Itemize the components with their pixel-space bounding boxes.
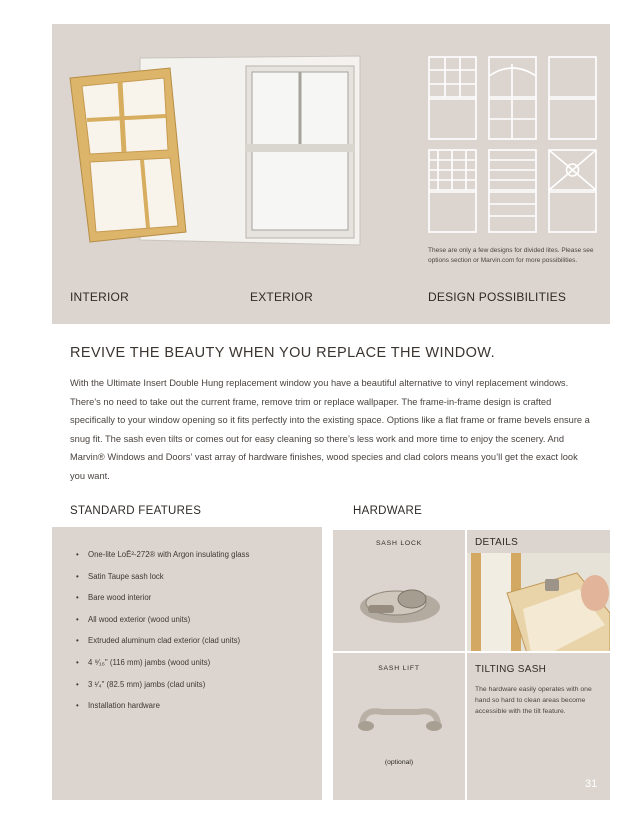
bullet-icon: •: [76, 571, 79, 581]
divided-lite-designs: [428, 56, 598, 236]
list-item: [76, 547, 249, 569]
bullet-icon: •: [76, 679, 79, 689]
list-item: [76, 590, 249, 612]
feature-text: 4 ⁹⁄₁₆" (116 mm) jambs (wood units): [88, 657, 211, 667]
feature-text: Bare wood interior: [88, 593, 152, 603]
body-paragraph: With the Ultimate Insert Double Hung replacement window you have a beautiful alternative to vinyl replacement windows. There’s no need to take out the current frame, remove trim or replace wallpaper. The frame-in-frame design is crafted specifically to your window opening so it fits perfectly into the existing space. Options like a flat frame or frame bevels ensure a snug fit. The sash even tilts or comes out for easy cleaning so there’s less work and more time to enjoy the scenery. And Marvin® Windows and Doors’ vast array of hardware finishes, wood species and clad colors means you’ll get the exact look you want.: [70, 378, 590, 481]
feature-text: All wood exterior (wood units): [88, 614, 191, 624]
sash-lock-label: SASH LOCK: [375, 540, 423, 547]
list-item: [76, 698, 249, 720]
list-item: [76, 569, 249, 591]
sash-lock-image: [352, 575, 448, 635]
design-note: These are only a few designs for divided lites. Please see options section or Marvin.com for more possibilities.: [428, 247, 594, 264]
label-interior: INTERIOR: [70, 290, 129, 304]
tilting-sash-text: The hardware easily operates with one hand so hard to clean areas become accessible with the tilt feature.: [475, 686, 592, 715]
sash-lift-image: [352, 700, 448, 740]
feature-text: Extruded aluminum clad exterior (clad units): [88, 636, 241, 646]
page-headline: REVIVE THE BEAUTY WHEN YOU REPLACE THE WINDOW.: [70, 345, 496, 361]
bullet-icon: •: [76, 701, 79, 711]
features-list: [76, 547, 249, 720]
divider: [467, 651, 610, 653]
tilting-sash-photo: [467, 553, 610, 653]
bullet-icon: •: [76, 657, 79, 667]
tilting-sash-title: TILTING SASH: [475, 664, 547, 675]
feature-text: One-lite LoĒ²-272® with Argon insulating glass: [88, 550, 250, 559]
optional-label: (optional): [384, 759, 414, 766]
label-design-possibilities: DESIGN POSSIBILITIES: [428, 290, 567, 304]
sash-lift-label: SASH LIFT: [378, 665, 420, 672]
bullet-icon: •: [76, 614, 79, 624]
details-title: DETAILS: [475, 537, 519, 548]
divider: [333, 651, 465, 653]
label-exterior: EXTERIOR: [250, 290, 313, 304]
bullet-icon: •: [76, 636, 79, 646]
standard-features-panel: [52, 527, 322, 800]
list-item: [76, 633, 249, 655]
window-illustration: [60, 50, 380, 250]
list-item: [76, 677, 249, 699]
list-item: [76, 612, 249, 634]
standard-features-title: STANDARD FEATURES: [70, 505, 202, 517]
bullet-icon: •: [76, 550, 79, 559]
feature-text: Installation hardware: [88, 701, 160, 711]
feature-text: 3 ¹⁄₄" (82.5 mm) jambs (clad units): [88, 679, 206, 689]
page-number: 31: [585, 778, 598, 790]
feature-text: Satin Taupe sash lock: [88, 571, 164, 581]
hardware-title: HARDWARE: [353, 505, 423, 517]
bullet-icon: •: [76, 593, 79, 603]
list-item: [76, 655, 249, 677]
